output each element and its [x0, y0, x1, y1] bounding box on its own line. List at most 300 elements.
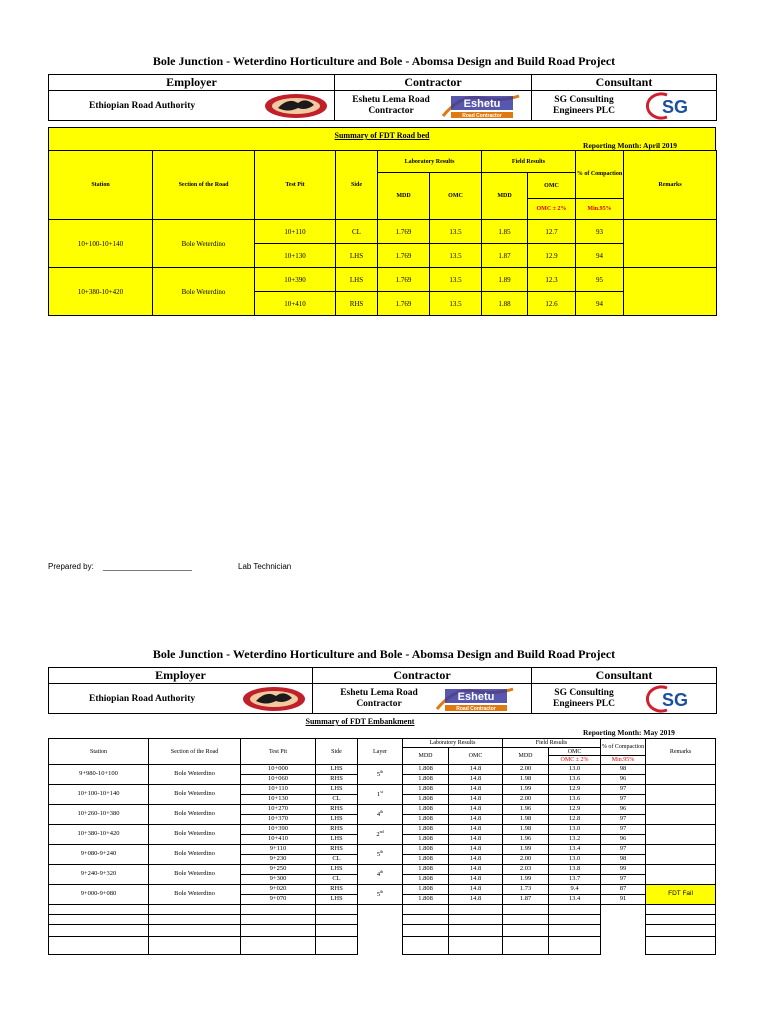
lab-omc-cell: 13.5: [430, 220, 482, 244]
pit-cell: 9+110: [241, 845, 316, 855]
blank-cell: [549, 937, 601, 955]
rb-h-lab: Laboratory Results: [378, 151, 482, 173]
fld-omc-cell: 13.0: [549, 825, 601, 835]
lab-omc-cell: 14.8: [449, 855, 503, 865]
fld-mdd-cell: 1.98: [503, 825, 549, 835]
fld-omc-cell: 12.9: [549, 805, 601, 815]
section-cell: Bole Weterdino: [149, 805, 241, 825]
svg-text:SG: SG: [661, 96, 689, 117]
side-cell: RHS: [336, 292, 378, 316]
blank-cell: [316, 905, 358, 915]
side-cell: LHS: [316, 865, 358, 875]
contractor-cell: [335, 91, 532, 121]
pit-cell: 10+410: [241, 835, 316, 845]
blank-cell: [403, 915, 449, 925]
fld-omc-cell: 13.8: [549, 865, 601, 875]
rb-h-remarks: Remarks: [624, 151, 717, 220]
rb-h-fld-omc: OMC: [528, 173, 576, 199]
fld-omc-cell: 12.7: [528, 220, 576, 244]
blank-cell: [646, 905, 716, 915]
lab-omc-cell: 14.8: [449, 795, 503, 805]
svg-text:Eshetu: Eshetu: [463, 97, 501, 110]
layer-number: 5: [376, 851, 381, 859]
remarks-cell: [646, 765, 716, 785]
blank-cell: [503, 925, 549, 937]
blank-cell: [403, 905, 449, 915]
blank-cell: [49, 925, 149, 937]
layer-cell: [358, 765, 403, 785]
rb-h-fld-mdd: MDD: [482, 173, 528, 220]
pct-cell: 96: [601, 835, 646, 845]
embankment-table: [48, 738, 716, 955]
sg-logo-icon: [633, 685, 707, 713]
section-cell: Bole Weterdino: [149, 825, 241, 845]
lab-omc-cell: 14.8: [449, 885, 503, 895]
eshetu-logo-icon: [441, 92, 521, 120]
station-cell: 9+080-9+240: [49, 845, 149, 865]
layer-cell: [358, 885, 403, 905]
lab-mdd-cell: 1.808: [403, 855, 449, 865]
fld-omc-cell: 13.2: [549, 835, 601, 845]
blank-cell: [449, 905, 503, 915]
lab-mdd-cell: 1.769: [378, 220, 430, 244]
blank-cell: [646, 925, 716, 937]
pct-cell: 98: [601, 765, 646, 775]
fld-mdd-cell: 2.00: [503, 855, 549, 865]
pct-cell: 97: [601, 825, 646, 835]
side-cell: LHS: [316, 785, 358, 795]
fld-omc-cell: 12.9: [549, 785, 601, 795]
blank-cell: [358, 905, 403, 915]
pit-cell: 9+020: [241, 885, 316, 895]
blank-cell: [241, 905, 316, 915]
lab-omc-cell: 14.8: [449, 775, 503, 785]
contractor-name: Eshetu Lema Road Contractor: [340, 688, 418, 709]
roadbed-summary-title: Summary of FDT Road bed: [334, 131, 430, 140]
side-cell: CL: [336, 220, 378, 244]
blank-cell: [601, 915, 646, 925]
blank-cell: [241, 937, 316, 955]
employer-label: Employer: [49, 668, 313, 684]
side-cell: CL: [316, 875, 358, 885]
blank-cell: [601, 937, 646, 955]
lab-mdd-cell: 1.808: [403, 805, 449, 815]
employer-name: Ethiopian Road Authority: [89, 693, 196, 704]
lab-mdd-cell: 1.808: [403, 825, 449, 835]
rb-h-pct: % of Compaction: [576, 151, 624, 199]
blank-cell: [316, 915, 358, 925]
blank-cell: [241, 925, 316, 937]
station-cell: 10+100-10+140: [49, 220, 153, 268]
blank-cell: [49, 905, 149, 915]
lab-omc-cell: 14.8: [449, 835, 503, 845]
pct-cell: 98: [601, 855, 646, 865]
employer-cell: [49, 684, 313, 714]
pit-cell: 10+000: [241, 765, 316, 775]
blank-cell: [549, 915, 601, 925]
layer-suffix: th: [380, 769, 384, 775]
blank-cell: [403, 937, 449, 955]
layer-cell: [358, 785, 403, 805]
fld-mdd-cell: 1.89: [482, 268, 528, 292]
header-table: [48, 74, 717, 121]
lab-mdd-cell: 1.808: [403, 885, 449, 895]
blank-cell: [449, 937, 503, 955]
blank-cell: [49, 937, 149, 955]
roadbed-table: [48, 150, 717, 316]
blank-cell: [549, 925, 601, 937]
table-row: [49, 785, 716, 795]
pit-cell: 9+070: [241, 895, 316, 905]
layer-cell: [358, 845, 403, 865]
pct-cell: 97: [601, 815, 646, 825]
era-logo-icon: [240, 686, 308, 712]
section-cell: Bole Weterdino: [149, 765, 241, 785]
fld-omc-cell: 13.6: [549, 795, 601, 805]
embankment-summary-title: Summary of FDT Embankment: [305, 717, 415, 726]
station-cell: 10+260-10+380: [49, 805, 149, 825]
roadbed-reporting-month: Reporting Month: April 2019: [583, 141, 677, 150]
table-row: [49, 765, 716, 775]
fld-omc-cell: 12.8: [549, 815, 601, 825]
side-cell: LHS: [316, 765, 358, 775]
fld-omc-cell: 12.3: [528, 268, 576, 292]
blank-cell: [241, 915, 316, 925]
remarks-cell: [624, 268, 717, 316]
side-cell: CL: [316, 855, 358, 865]
pit-cell: 10+110: [255, 220, 336, 244]
pit-cell: 9+250: [241, 865, 316, 875]
blank-cell: [449, 925, 503, 937]
blank-cell: [316, 925, 358, 937]
table-row: [49, 865, 716, 875]
table-row: [49, 220, 717, 244]
rb-h-lab-omc: OMC: [430, 173, 482, 220]
lab-mdd-cell: 1.769: [378, 292, 430, 316]
table-row: [49, 885, 716, 895]
embankment-reporting-month: Reporting Month: May 2019: [583, 728, 675, 737]
blank-cell: [149, 915, 241, 925]
section-cell: Bole Weterdino: [153, 220, 255, 268]
fld-omc-cell: 13.7: [549, 875, 601, 885]
lab-mdd-cell: 1.808: [403, 765, 449, 775]
fld-mdd-cell: 1.99: [503, 845, 549, 855]
fld-mdd-cell: 2.03: [503, 865, 549, 875]
station-cell: 10+380-10+420: [49, 825, 149, 845]
employer-cell: [49, 91, 335, 121]
em-h-omc-tol: OMC ± 2%: [549, 756, 601, 765]
roadbed-title-band: [48, 127, 716, 152]
rb-h-lab-mdd: MDD: [378, 173, 430, 220]
pct-cell: 96: [601, 805, 646, 815]
employer-name: Ethiopian Road Authority: [89, 100, 196, 111]
rb-h-section: Section of the Road: [153, 151, 255, 220]
em-h-pct: % of Compaction: [601, 739, 646, 756]
fld-mdd-cell: 1.87: [503, 895, 549, 905]
rb-h-omc-tol: OMC ± 2%: [528, 199, 576, 220]
pct-cell: 93: [576, 220, 624, 244]
fld-mdd-cell: 1.96: [503, 805, 549, 815]
svg-text:Road Contractor: Road Contractor: [456, 705, 496, 712]
contractor-label: Contractor: [313, 668, 532, 684]
pit-cell: 10+390: [241, 825, 316, 835]
lab-omc-cell: 13.5: [430, 268, 482, 292]
pit-cell: 10+130: [255, 244, 336, 268]
eshetu-logo-icon: [435, 685, 515, 713]
em-h-lab: Laboratory Results: [403, 739, 503, 748]
side-cell: RHS: [316, 805, 358, 815]
blank-cell: [49, 915, 149, 925]
fld-mdd-cell: 1.99: [503, 875, 549, 885]
blank-cell: [149, 937, 241, 955]
layer-cell: [358, 805, 403, 825]
blank-cell: [403, 925, 449, 937]
fld-mdd-cell: 1.87: [482, 244, 528, 268]
pit-cell: 9+300: [241, 875, 316, 885]
lab-mdd-cell: 1.808: [403, 895, 449, 905]
fld-omc-cell: 13.0: [549, 765, 601, 775]
era-logo-icon: [264, 93, 328, 119]
rb-h-side: Side: [336, 151, 378, 220]
blank-cell: [358, 915, 403, 925]
fld-mdd-cell: 2.00: [503, 765, 549, 775]
pct-cell: 95: [576, 268, 624, 292]
fld-mdd-cell: 1.73: [503, 885, 549, 895]
blank-cell: [646, 937, 716, 955]
remarks-cell: FDT Fail: [646, 885, 716, 905]
remarks-cell: [646, 865, 716, 885]
table-row: [49, 845, 716, 855]
lab-omc-cell: 14.8: [449, 805, 503, 815]
fld-omc-cell: 9.4: [549, 885, 601, 895]
em-h-station: Station: [49, 739, 149, 765]
fld-mdd-cell: 1.98: [503, 815, 549, 825]
layer-suffix: th: [380, 849, 384, 855]
layer-number: 1: [377, 791, 381, 799]
em-h-lab-mdd: MDD: [403, 748, 449, 765]
em-h-fld-omc: OMC: [549, 748, 601, 756]
pct-cell: 94: [576, 292, 624, 316]
section-cell: Bole Weterdino: [149, 785, 241, 805]
station-cell: 10+380-10+420: [49, 268, 153, 316]
fld-omc-cell: 12.6: [528, 292, 576, 316]
consultant-label: Consultant: [532, 668, 717, 684]
side-cell: LHS: [316, 835, 358, 845]
blank-cell: [503, 915, 549, 925]
consultant-label: Consultant: [532, 75, 717, 91]
em-h-layer: Layer: [358, 739, 403, 765]
rb-h-station: Station: [49, 151, 153, 220]
remarks-cell: [646, 845, 716, 865]
svg-text:SG: SG: [661, 689, 689, 710]
em-h-remarks: Remarks: [646, 739, 716, 765]
fld-mdd-cell: 1.85: [482, 220, 528, 244]
layer-number: 4: [376, 871, 381, 879]
station-cell: 9+240-9+320: [49, 865, 149, 885]
sg-logo-icon: [633, 92, 707, 120]
header-table-2: [48, 667, 717, 714]
em-h-min: Min.95%: [601, 756, 646, 765]
fld-omc-cell: 13.4: [549, 845, 601, 855]
side-cell: RHS: [316, 845, 358, 855]
lab-mdd-cell: 1.808: [403, 815, 449, 825]
blank-cell: [149, 905, 241, 915]
rb-h-min: Min.95%: [576, 199, 624, 220]
lab-mdd-cell: 1.808: [403, 875, 449, 885]
blank-row: [49, 905, 716, 915]
project-title-2: Bole Junction - Weterdino Horticulture and Bole - Abomsa Design and Build Road Project: [152, 647, 616, 661]
blank-row: [49, 925, 716, 937]
contractor-cell: [313, 684, 532, 714]
layer-cell: [358, 865, 403, 885]
pct-cell: 94: [576, 244, 624, 268]
fld-omc-cell: 13.4: [549, 895, 601, 905]
svg-text:Eshetu: Eshetu: [457, 690, 495, 703]
blank-cell: [358, 937, 403, 955]
pit-cell: 10+060: [241, 775, 316, 785]
side-cell: LHS: [336, 244, 378, 268]
remarks-cell: [646, 825, 716, 845]
layer-suffix: th: [380, 889, 384, 895]
lab-omc-cell: 14.8: [449, 785, 503, 795]
pit-cell: 10+110: [241, 785, 316, 795]
layer-number: 5: [376, 891, 381, 899]
station-cell: 9+980-10+100: [49, 765, 149, 785]
pct-cell: 97: [601, 875, 646, 885]
prepared-by-line: ____________________: [103, 562, 192, 571]
lab-mdd-cell: 1.808: [403, 785, 449, 795]
side-cell: RHS: [316, 885, 358, 895]
fld-omc-cell: 13.6: [549, 775, 601, 785]
blank-row: [49, 937, 716, 955]
layer-suffix: nd: [379, 829, 384, 835]
fld-mdd-cell: 1.99: [503, 785, 549, 795]
fld-mdd-cell: 1.98: [503, 775, 549, 785]
remarks-cell: [646, 785, 716, 805]
lab-omc-cell: 14.8: [449, 845, 503, 855]
lab-omc-cell: 14.8: [449, 895, 503, 905]
pct-cell: 99: [601, 865, 646, 875]
em-h-side: Side: [316, 739, 358, 765]
em-h-fld-mdd: MDD: [503, 748, 549, 765]
em-h-testpit: Test Pit: [241, 739, 316, 765]
layer-number: 2: [376, 831, 380, 839]
pct-cell: 97: [601, 785, 646, 795]
remarks-cell: [624, 220, 717, 268]
lab-omc-cell: 14.8: [449, 765, 503, 775]
blank-cell: [316, 937, 358, 955]
blank-row: [49, 915, 716, 925]
blank-cell: [646, 915, 716, 925]
section-cell: Bole Weterdino: [149, 865, 241, 885]
blank-cell: [149, 925, 241, 937]
lab-mdd-cell: 1.808: [403, 845, 449, 855]
consultant-name: SG Consulting Engineers PLC: [552, 688, 615, 709]
project-title: Bole Junction - Weterdino Horticulture and Bole - Abomsa Design and Build Road Project: [152, 54, 616, 68]
lab-mdd-cell: 1.769: [378, 268, 430, 292]
pct-cell: 96: [601, 775, 646, 785]
blank-cell: [601, 925, 646, 937]
lab-omc-cell: 14.8: [449, 815, 503, 825]
side-cell: RHS: [316, 825, 358, 835]
station-cell: 9+000-9+080: [49, 885, 149, 905]
section-cell: Bole Weterdino: [149, 845, 241, 865]
lab-mdd-cell: 1.808: [403, 775, 449, 785]
blank-cell: [503, 905, 549, 915]
layer-suffix: st: [380, 789, 383, 795]
employer-label: Employer: [49, 75, 335, 91]
lab-mdd-cell: 1.808: [403, 835, 449, 845]
lab-mdd-cell: 1.808: [403, 865, 449, 875]
lab-omc-cell: 14.8: [449, 875, 503, 885]
layer-suffix: th: [380, 809, 384, 815]
layer-number: 4: [376, 811, 381, 819]
lab-mdd-cell: 1.769: [378, 244, 430, 268]
fld-mdd-cell: 1.88: [482, 292, 528, 316]
contractor-name: Eshetu Lema Road Contractor: [352, 95, 430, 116]
fld-omc-cell: 12.9: [528, 244, 576, 268]
pct-cell: 97: [601, 795, 646, 805]
rb-h-field: Field Results: [482, 151, 576, 173]
lab-omc-cell: 14.8: [449, 865, 503, 875]
station-cell: 10+100-10+140: [49, 785, 149, 805]
pit-cell: 10+370: [241, 815, 316, 825]
em-h-field: Field Results: [503, 739, 601, 748]
consultant-name: SG Consulting Engineers PLC: [552, 95, 615, 116]
lab-omc-cell: 13.5: [430, 244, 482, 268]
rb-h-testpit: Test Pit: [255, 151, 336, 220]
em-h-lab-omc: OMC: [449, 748, 503, 765]
lab-omc-cell: 14.8: [449, 825, 503, 835]
side-cell: CL: [316, 795, 358, 805]
pct-cell: 87: [601, 885, 646, 895]
fld-mdd-cell: 2.00: [503, 795, 549, 805]
remarks-cell: [646, 805, 716, 825]
side-cell: LHS: [316, 895, 358, 905]
table-row: [49, 805, 716, 815]
pit-cell: 9+230: [241, 855, 316, 865]
blank-cell: [449, 915, 503, 925]
em-h-section: Section of the Road: [149, 739, 241, 765]
lab-omc-cell: 13.5: [430, 292, 482, 316]
blank-cell: [358, 925, 403, 937]
layer-suffix: th: [380, 869, 384, 875]
side-cell: LHS: [336, 268, 378, 292]
table-row: [49, 825, 716, 835]
fld-mdd-cell: 1.96: [503, 835, 549, 845]
pit-cell: 10+130: [241, 795, 316, 805]
consultant-cell: [532, 91, 717, 121]
side-cell: RHS: [316, 775, 358, 785]
layer-number: 5: [376, 771, 381, 779]
blank-cell: [503, 937, 549, 955]
table-row: [49, 268, 717, 292]
blank-cell: [601, 905, 646, 915]
prepared-by-role: Lab Technician: [238, 562, 292, 571]
contractor-label: Contractor: [335, 75, 532, 91]
section-cell: Bole Weterdino: [153, 268, 255, 316]
pit-cell: 10+410: [255, 292, 336, 316]
pit-cell: 10+390: [255, 268, 336, 292]
section-cell: Bole Weterdino: [149, 885, 241, 905]
pct-cell: 97: [601, 845, 646, 855]
pct-cell: 91: [601, 895, 646, 905]
consultant-cell: [532, 684, 717, 714]
svg-text:Road Contractor: Road Contractor: [462, 112, 502, 119]
fld-omc-cell: 13.0: [549, 855, 601, 865]
layer-cell: [358, 825, 403, 845]
pit-cell: 10+270: [241, 805, 316, 815]
